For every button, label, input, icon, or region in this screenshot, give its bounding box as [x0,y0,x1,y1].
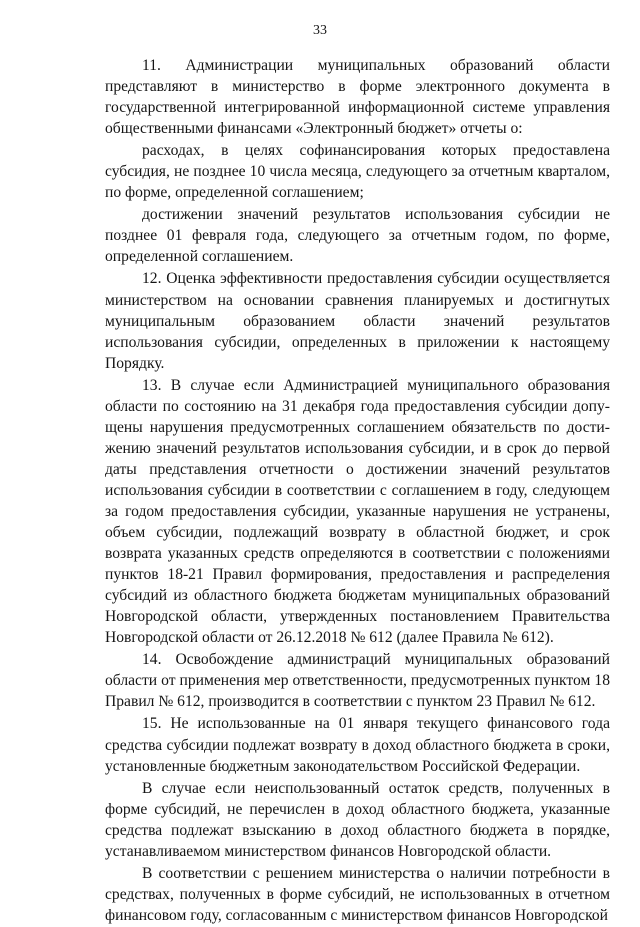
paragraph-expenses-report: расходах, в целях софинансирования которых предоставлена субсидия, не позднее 10 числа месяца, следующего за отчетным кварталом, по форме, определенной соглашением; [105,142,610,202]
paragraph-13-violations: 13. В случае если Администрацией муниципального образования области по состоянию на 31 декабря года предоставления субсидии допущены нарушения предусмотренных соглашением обязательств по достижению значений результатов использования субсидии, и в срок до первой даты представления отчетности о достижении значений результатов использования субсидии в соответствии с соглашением в году, следующем за годом предоставления субсидии, указанные нарушения не устранены, объем субсидии, подлежащий возврату в областной бюджет, и срок возврата указанных средств определяются в соответствии с положениями пунктов 18-21 Правил формирования, предоставления и распределения субсидий из областного бюджета бюджетам муниципальных образований Новгородской области, утвержденных постановлением Правительства Новгородской области от 26.12.2018 № 612 (далее Правила № 612). [105,376,610,647]
paragraph-15-unused-funds: 15. Не использованные на 01 января текущего финансового года средства субсидии подлежат возврату в доход областного бюджета в сроки, установленные бюджетным законодательством Российской Федерации. [105,715,610,775]
paragraph-11-reports: 11. Администрации муниципальных образований области представляют в министерство в форме электронного документа в государственной интегрированной информационной системе управления общественными финансами «Электронный бюджет» отчеты о: [105,57,610,138]
paragraph-results-report: достижении значений результатов использования субсидии не позднее 01 февраля года, следующего за отчетным годом, по форме, определенной соглашением. [105,206,610,266]
page-number: 33 [313,23,327,38]
document-body [105,55,610,927]
paragraph-12-efficiency: 12. Оценка эффективности предоставления субсидии осуществляется министерством на основании сравнения планируемых и достигнутых муниципальным образованием области значений результатов использования субсидии, определенных в приложении к настоящему Порядку. [105,270,610,372]
paragraph-recovery: В случае если неиспользованный остаток средств, полученных в форме субсидий, не перечислен в доход областного бюджета, указанные средства подлежат взысканию в доход областного бюджета в порядке, устанавливаемом министерством финансов Новгородской области. [105,779,610,860]
paragraph-14-exemption: 14. Освобождение администраций муниципальных образований области от применения мер ответственности, предусмотренных пунктом 18 Правил № 612, производится в соответствии с пунктом 23 Правил № 612. [105,651,610,711]
paragraph-ministry-decision: В соответствии с решением министерства о наличии потребности в средствах, полученных в форме субсидий, не использованных в отчетном финансовом году, согласованным с министерством финансов Новгородской [105,864,610,924]
